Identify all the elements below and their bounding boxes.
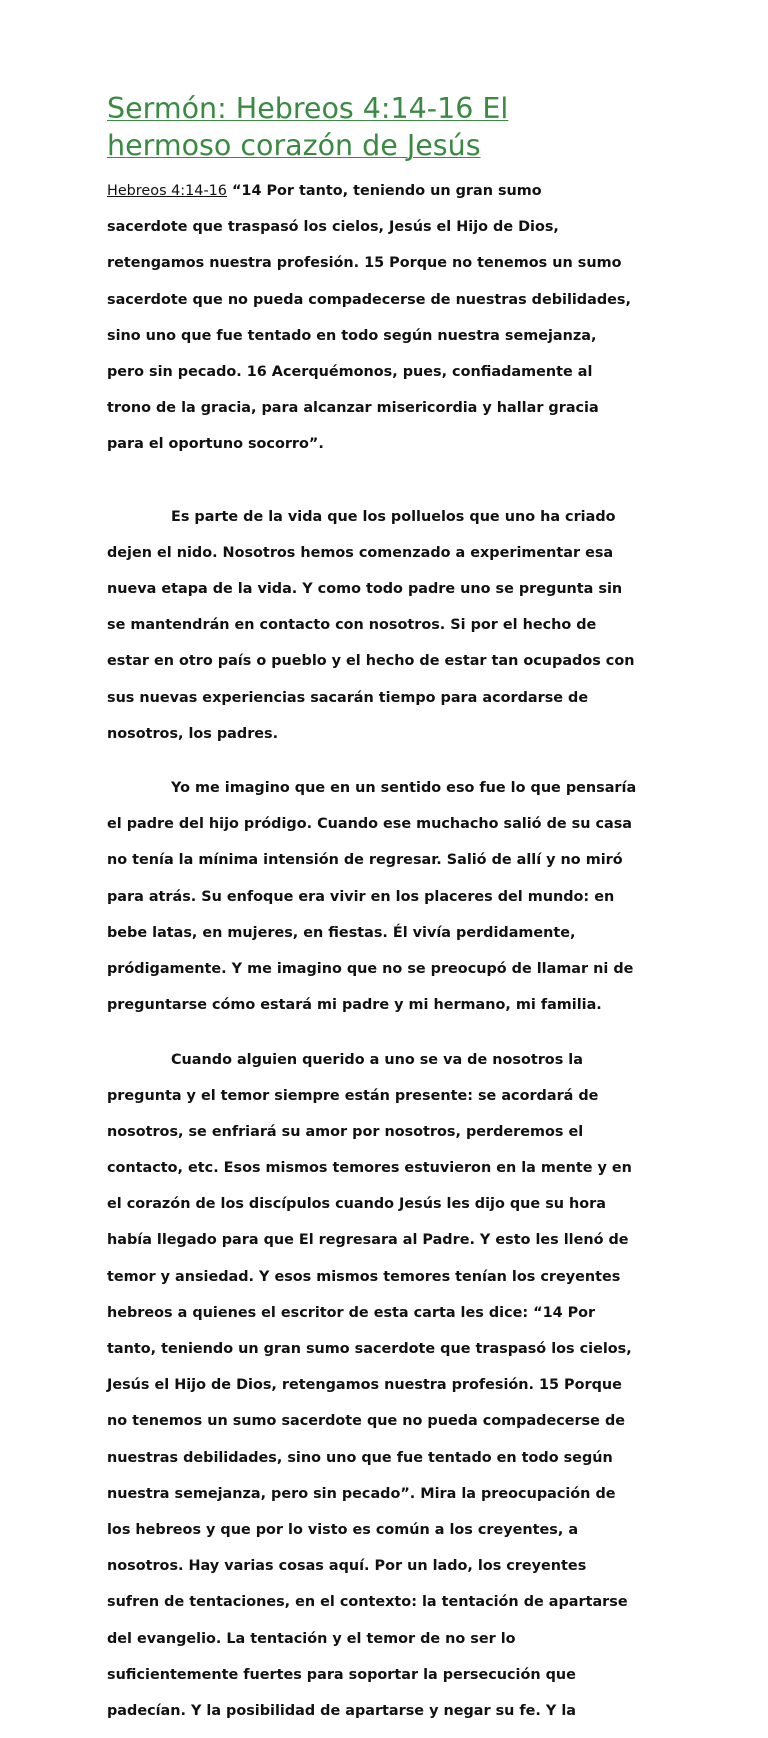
paragraph-line: bebe latas, en mujeres, en fiestas. Él vivía perdidamente, (107, 924, 576, 941)
scripture-line: sacerdote que no pueda compadecerse de nuestras debilidades, (107, 291, 631, 308)
paragraph-line: había llegado para que El regresara al Padre. Y esto les llenó de (107, 1232, 629, 1249)
paragraph-line: suficientemente fuertes para soportar la persecución que (107, 1666, 576, 1683)
title-line-1: Sermón: Hebreos 4:14-16 El (107, 92, 509, 125)
title-line-2: hermoso corazón de Jesús (107, 129, 481, 162)
scripture-line (107, 182, 667, 200)
paragraph-line: temor y ansiedad. Y esos mismos temores tenían los creyentes (107, 1268, 621, 1285)
paragraph-line: no tenía la mínima intensión de regresar. Salió de allí y no miró (107, 852, 623, 869)
sermon-title (107, 90, 667, 164)
paragraph-line: pródigamente. Y me imagino que no se preocupó de llamar ni de (107, 961, 634, 978)
paragraph-line: contacto, etc. Esos mismos temores estuvieron en la mente y en (107, 1160, 632, 1177)
paragraph-line: Cuando alguien querido a uno se va de nosotros la (171, 1051, 583, 1068)
paragraph-2 (107, 761, 667, 1032)
scripture-line: sacerdote que traspasó los cielos, Jesús el Hijo de Dios, (107, 219, 559, 236)
scripture-line: retengamos nuestra profesión. 15 Porque no tenemos un sumo (107, 255, 622, 272)
blank-line (107, 472, 667, 490)
paragraph-1 (107, 490, 667, 761)
paragraph-line: sufren de tentaciones, en el contexto: la tentación de apartarse (107, 1594, 628, 1611)
document-page (107, 90, 667, 1738)
paragraph-line: del evangelio. La tentación y el temor de no ser lo (107, 1630, 516, 1647)
paragraph-line: pregunta y el temor siempre están presente: se acordará de (107, 1087, 599, 1104)
paragraph-line: se mantendrán en contacto con nosotros. Si por el hecho de (107, 617, 597, 634)
paragraph-line: sus nuevas experiencias sacarán tiempo para acordarse de (107, 689, 589, 706)
paragraph-3 (107, 1032, 667, 1738)
scripture-line: pero sin pecado. 16 Acerquémonos, pues, confiadamente al (107, 364, 593, 381)
scripture-line: sino uno que fue tentado en todo según nuestra semejanza, (107, 327, 597, 344)
paragraph-line: nueva etapa de la vida. Y como todo padre uno se pregunta sin (107, 581, 623, 598)
paragraph-line: nuestras debilidades, sino uno que fue tentado en todo según (107, 1449, 613, 1466)
paragraph-line: estar en otro país o pueblo y el hecho de estar tan ocupados con (107, 653, 635, 670)
paragraph-line: nosotros, los padres. (107, 725, 279, 742)
paragraph-line: padecían. Y la posibilidad de apartarse y negar su fe. Y la (107, 1702, 576, 1719)
paragraph-line: nosotros. Hay varias cosas aquí. Por un lado, los creyentes (107, 1558, 587, 1575)
paragraph-line: Jesús el Hijo de Dios, retengamos nuestra profesión. 15 Porque (107, 1377, 622, 1394)
paragraph-line: el padre del hijo pródigo. Cuando ese muchacho salió de su casa (107, 816, 632, 833)
scripture-quote (107, 164, 667, 472)
paragraph-line: hebreos a quienes el escritor de esta carta les dice: “14 Por (107, 1304, 596, 1321)
paragraph-line: preguntarse cómo estará mi padre y mi hermano, mi familia. (107, 997, 602, 1014)
paragraph-line: nuestra semejanza, pero sin pecado”. Mira la preocupación de (107, 1485, 616, 1502)
paragraph-line: el corazón de los discípulos cuando Jesús les dijo que su hora (107, 1196, 606, 1213)
paragraph-line: dejen el nido. Nosotros hemos comenzado a experimentar esa (107, 544, 614, 561)
paragraph-line: tanto, teniendo un gran sumo sacerdote que traspasó los cielos, (107, 1341, 632, 1357)
paragraph-line: Es parte de la vida que los polluelos que uno ha criado (171, 508, 616, 525)
scripture-line: para el oportuno socorro”. (107, 436, 324, 453)
paragraph-line: nosotros, se enfriará su amor por nosotros, perderemos el (107, 1123, 584, 1140)
paragraph-line: los hebreos y que por lo visto es común a los creyentes, a (107, 1521, 579, 1538)
verse-reference-link[interactable]: Hebreos 4:14-16 (107, 183, 227, 200)
paragraph-line: Yo me imagino que en un sentido eso fue lo que pensaría (171, 780, 637, 797)
paragraph-line: no tenemos un sumo sacerdote que no pueda compadecerse de (107, 1413, 625, 1430)
scripture-line-text: “14 Por tanto, teniendo un gran sumo (226, 183, 542, 200)
scripture-line: trono de la gracia, para alcanzar misericordia y hallar gracia (107, 400, 599, 417)
paragraph-line: para atrás. Su enfoque era vivir en los placeres del mundo: en (107, 888, 615, 905)
